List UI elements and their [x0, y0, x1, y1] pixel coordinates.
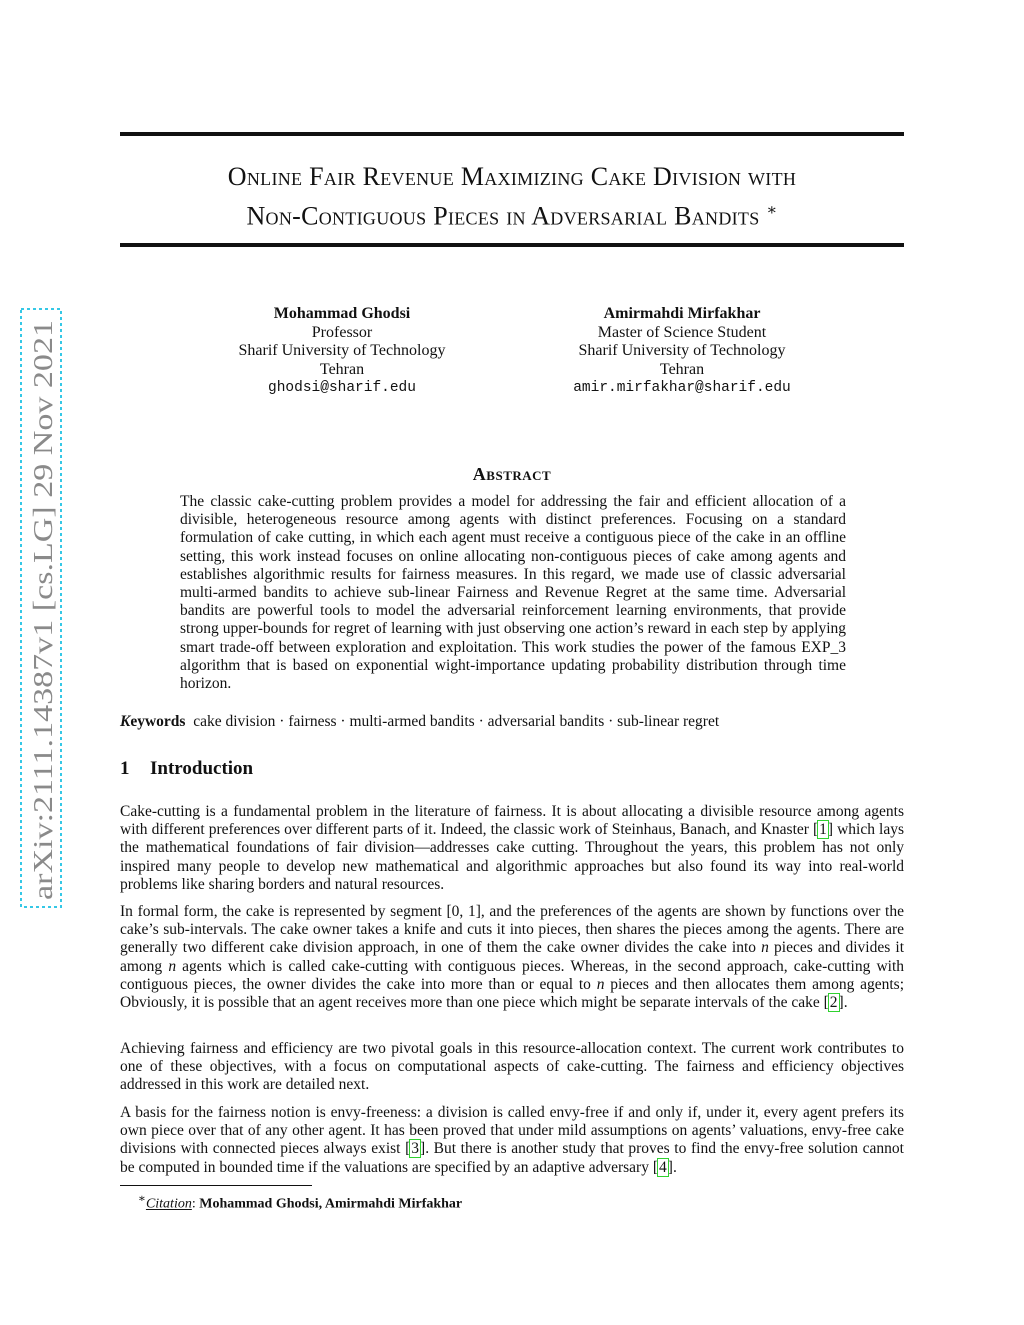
author-block-2: [532, 305, 832, 398]
arxiv-stamp-text: arXiv:2111.14387v1 [cs.LG] 29 Nov 2021: [28, 440, 58, 900]
p2-text-e: pieces and then allocates them among agents; Obviously, it is possible that an agent receives more than one piece which might be separate intervals of the cake: [120, 975, 904, 1012]
author-role: Master of Science Student: [597, 323, 767, 341]
paper-title: [120, 160, 904, 234]
keywords-label: [120, 713, 185, 730]
title-line-1: Online Fair Revenue Maximizing Cake Division with: [227, 162, 797, 191]
footnote-label[interactable]: Citation: [145, 1196, 192, 1212]
paragraph-3: Achieving fairness and efficiency are two pivotal goals in this resource-allocation context. The current work contributes to one of these objectives, with a focus on computational aspects of cake-cutting. The fairness and efficiency objectives addressed in this work are detailed next.: [120, 1040, 904, 1094]
p1-text-b: which lays the mathematical foundations of fair division—addresses cake cutting. Throughout the years, this problem has not only inspired many people to develop new mathematical and algorithmic approaches but also found its way into real-world problems like sharing borders and natural resources.: [120, 821, 904, 893]
abstract-heading: Abstract: [472, 464, 552, 484]
footnote-sep: :: [191, 1196, 200, 1212]
author-affiliation: Sharif University of Technology: [238, 342, 446, 359]
math-n: n: [168, 957, 177, 975]
author-city: Tehran: [659, 360, 705, 378]
section-title: Introduction: [150, 758, 254, 779]
author-email[interactable]: ghodsi@sharif.edu: [268, 380, 416, 396]
math-n: n: [761, 939, 769, 957]
footnote-names: Mohammad Ghodsi, Amirmahdi Mirfakhar: [199, 1196, 463, 1212]
author-role: Professor: [311, 323, 373, 341]
p2-text-c: pieces and divides it among: [120, 939, 904, 975]
footnote-mark: ∗: [138, 1192, 146, 1205]
keywords-text: cake division · fairness · multi-armed bandits · adversarial bandits · sub-linear regret: [193, 713, 720, 730]
math-interval: [0, 1]: [446, 903, 481, 920]
p2-text-f: .: [843, 994, 848, 1012]
keywords-line: [120, 713, 719, 731]
paragraph-4: A basis for the fairness notion is envy-freeness: a division is called envy-free if and only if, under it, every agent prefers its own piece over that of any other agent. It has been proved that under mild assumptions on agents’ valuations, envy-free cake divisions with connected pieces always exist [3]. But there is another study that proves to find the envy-free solution cannot be computed in bounded time if the valuations are specified by an adaptive adversary [4].: [120, 1104, 904, 1176]
author-city: Tehran: [319, 360, 365, 378]
arxiv-stamp[interactable]: [20, 308, 62, 908]
title-rule-top: [120, 132, 904, 136]
title-footnote-mark[interactable]: ∗: [766, 202, 778, 219]
p1-text-a: Cake-cutting is a fundamental problem in the literature of fairness. It is about allocating a divisible resource among agents with different preferences over different parts of it. Indeed, the classic work of Steinhaus, Banach, and Knaster: [120, 803, 904, 839]
paragraph-1: Cake-cutting is a fundamental problem in the literature of fairness. It is about allocating a divisible resource among agents with different preferences over different parts of it. Indeed, the classic work of Steinhaus, Banach, and Knaster [1] which lays the mathematical foundations of fair division—addresses cake cutting. Throughout the years, this problem has not only inspired many people to develop new mathematical and algorithmic approaches but also found its way into real-world problems like sharing borders and natural resources.: [120, 803, 904, 893]
p4-text-c: .: [672, 1158, 677, 1176]
title-line-2-text: Non-Contiguous Pieces in Adversarial Bandits: [246, 201, 760, 231]
citation-link[interactable]: 3: [411, 1140, 420, 1158]
p4-text-a: A basis for the fairness notion is envy-freeness: a division is called envy-free if and only if, under it, every agent prefers its own piece over that of any other agent. It has been proved that under mild assumptions on agents’ valuations, envy-free cake divisions with connected pieces always exist: [120, 1104, 904, 1158]
citation-link[interactable]: 1: [819, 821, 827, 839]
author-affiliation: Sharif University of Technology: [578, 342, 786, 359]
keywords-label-rest: eywords: [130, 713, 186, 730]
citation-link[interactable]: 2: [829, 994, 838, 1012]
p2-text-a: In formal form, the cake is represented by segment: [120, 903, 447, 920]
title-line-2: [120, 194, 904, 234]
p2-text-b: , and the preferences of the agents are shown by functions over the cake’s sub-intervals. The cake owner takes a knife and cuts it into pieces, then shares the pieces among the agents. There are generally two different cake division approach, in one of them the cake owner divides the cake into: [120, 903, 904, 957]
citation-link[interactable]: 4: [659, 1158, 667, 1176]
author-name: Mohammad Ghodsi: [273, 305, 411, 322]
author-block-1: [192, 305, 492, 398]
paragraph-2: In formal form, the cake is represented by segment [0, 1], and the preferences of the agents are shown by functions over the cake’s sub-intervals. The cake owner takes a knife and cuts it into pieces, then shares the pieces among the agents. There are generally two different cake division approach, in one of them the cake owner divides the cake into n pieces and divides it among n agents which is called cake-cutting with contiguous pieces. Whereas, in the second approach, cake-cutting with contiguous pieces, the owner divides the cake into more than or equal to n pieces and then allocates them among agents; Obviously, it is possible that an agent receives more than one piece which might be separate intervals of the cake [2].: [120, 903, 905, 1012]
p2-text-d: agents which is called cake-cutting with contiguous pieces. Whereas, in the second approach, cake-cutting with contiguous pieces, the owner divides the cake into more than or equal to: [120, 957, 905, 993]
footnote: [138, 1191, 462, 1213]
math-n: n: [596, 975, 605, 993]
p4-text-b: . But there is another study that proves to find the envy-free solution cannot be computed in bounded time if the valuations are specified by an adaptive adversary: [120, 1140, 904, 1176]
section-number: 1: [120, 758, 130, 779]
footnote-rule: [120, 1185, 312, 1186]
abstract-text: The classic cake-cutting problem provides a model for addressing the fair and efficient allocation of a divisible, heterogeneous resource among agents with distinct preferences. Focusing on a standard formulation of cake cutting, in which each agent must receive a contiguous piece of the cake in an offline setting, this work instead focuses on online allocating non-contiguous pieces of cake among agents and establishes algorithmic results for fairness measures. In this regard, we made use of classic adversarial multi-armed bandits to achieve sub-linear Fairness and Revenue Regret at the same time. Adversarial bandits are powerful tools to model the adversarial reinforcement learning environments, that provide strong upper-bounds for regret of learning with just observing one action’s reward in each step by applying smart trade-off between exploration and exploitation. This work studies the power of the famous EXP_3 algorithm that is based on exponential wight-importance updating probability distribution through time horizon.: [180, 493, 846, 693]
title-rule-bottom: [120, 243, 904, 247]
author-email[interactable]: amir.mirfakhar@sharif.edu: [573, 380, 791, 396]
author-name: Amirmahdi Mirfakhar: [603, 305, 761, 322]
keywords-label-first: K: [120, 713, 131, 730]
section-heading: [120, 758, 253, 780]
